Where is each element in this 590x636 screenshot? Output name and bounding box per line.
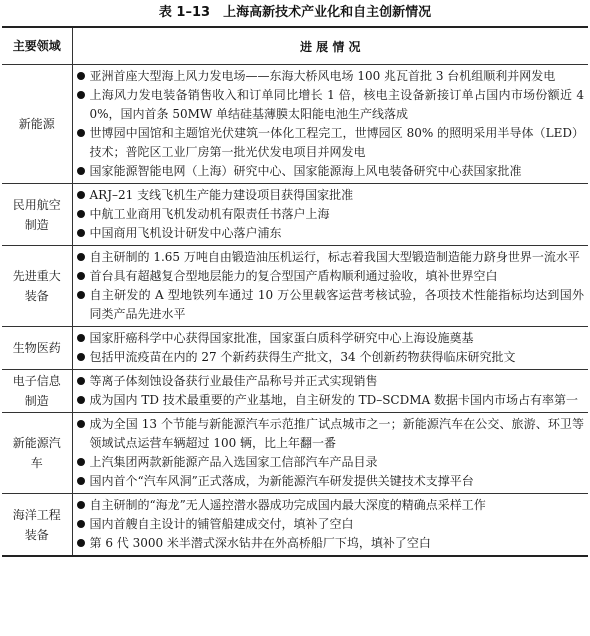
item-text: 中航工业商用飞机发动机有限责任书落户上海 (89, 207, 330, 221)
list-item (77, 329, 585, 348)
progress-list (77, 67, 585, 181)
bullet-icon (77, 520, 85, 528)
table-row (2, 184, 588, 246)
progress-list (77, 329, 585, 367)
list-item (77, 453, 585, 472)
bullet-icon (77, 191, 85, 199)
item-text: 第 6 代 3000 米半潜式深水钻井在外高桥船厂下坞，填补了空白 (89, 536, 431, 550)
header-progress: 进 展 情 况 (72, 27, 588, 65)
progress-list (77, 372, 585, 410)
table-body (2, 65, 588, 557)
progress-list (77, 415, 585, 491)
table-row (2, 494, 588, 557)
domain-cell: 民用航空制造 (2, 184, 72, 246)
progress-cell (72, 327, 588, 370)
list-item (77, 224, 585, 243)
domain-cell: 生物医药 (2, 327, 72, 370)
item-text: 包括甲流疫苗在内的 27 个新药获得生产批文，34 个创新药物获得临床研究批文 (89, 350, 516, 364)
item-text: 成为国内 TD 技术最重要的产业基地，自主研发的 TD–SCDMA 数据卡国内市场占有率第一 (89, 393, 578, 407)
bullet-icon (77, 334, 85, 342)
item-text: 首台具有超越复合型地层能力的复合型国产盾构顺利通过验收，填补世界空白 (89, 269, 498, 283)
bullet-icon (77, 458, 85, 466)
item-text: 上汽集团两款新能源产品入选国家工信部汽车产品目录 (89, 455, 378, 469)
bullet-icon (77, 167, 85, 175)
bullet-icon (77, 353, 85, 361)
item-text: 成为全国 13 个节能与新能源汽车示范推广试点城市之一；新能源汽车在公交、旅游、环卫等领域试点运营车辆超过 100 辆，比上年翻一番 (89, 417, 584, 450)
list-item (77, 267, 585, 286)
table-row (2, 246, 588, 327)
header-domain: 主要领域 (2, 27, 72, 65)
progress-cell (72, 246, 588, 327)
domain-cell: 海洋工程装备 (2, 494, 72, 557)
progress-list (77, 496, 585, 553)
list-item (77, 391, 585, 410)
list-item (77, 472, 585, 491)
domain-cell: 电子信息制造 (2, 370, 72, 413)
domain-cell: 新能源汽车 (2, 413, 72, 494)
bullet-icon (77, 539, 85, 547)
list-item (77, 86, 585, 124)
item-text: 等离子体刻蚀设备获行业最佳产品称号并正式实现销售 (89, 374, 378, 388)
list-item (77, 186, 585, 205)
item-text: ARJ–21 支线飞机生产能力建设项目获得国家批准 (89, 188, 354, 202)
item-text: 国家肝癌科学中心获得国家批准，国家蛋白质科学研究中心上海设施奠基 (89, 331, 474, 345)
bullet-icon (77, 477, 85, 485)
progress-cell (72, 494, 588, 557)
list-item (77, 534, 585, 553)
bullet-icon (77, 291, 85, 299)
bullet-icon (77, 91, 85, 99)
bullet-icon (77, 501, 85, 509)
table-row (2, 327, 588, 370)
table-row (2, 65, 588, 184)
list-item (77, 348, 585, 367)
bullet-icon (77, 377, 85, 385)
bullet-icon (77, 210, 85, 218)
table-title: 表 1–13 上海高新技术产业化和自主创新情况 (158, 5, 432, 20)
item-text: 自主研制的“海龙”无人遥控潜水器成功完成国内最大深度的精确点采样工作 (89, 498, 486, 512)
list-item (77, 124, 585, 162)
progress-cell (72, 65, 588, 184)
table-row (2, 370, 588, 413)
bullet-icon (77, 229, 85, 237)
list-item (77, 372, 585, 391)
item-text: 自主研发的 A 型地铁列车通过 10 万公里载客运营考核试验，各项技术性能指标均达到国外同类产品先进水平 (89, 288, 584, 321)
item-text: 亚洲首座大型海上风力发电场——东海大桥风电场 100 兆瓦首批 3 台机组顺利并网发电 (89, 69, 556, 83)
bullet-icon (77, 420, 85, 428)
list-item (77, 496, 585, 515)
list-item (77, 67, 585, 86)
item-text: 自主研制的 1.65 万吨自由锻造油压机运行，标志着我国大型锻造制造能力跻身世界一流水平 (89, 250, 580, 264)
bullet-icon (77, 253, 85, 261)
bullet-icon (77, 72, 85, 80)
progress-cell (72, 413, 588, 494)
bullet-icon (77, 396, 85, 404)
list-item (77, 162, 585, 181)
table-row (2, 413, 588, 494)
bullet-icon (77, 272, 85, 280)
item-text: 上海风力发电装备销售收入和订单同比增长 1 倍，核电主设备新接订单占国内市场份额近 40%，国内首条 50MW 单结硅基薄膜太阳能电池生产线落成 (89, 88, 584, 121)
domain-cell: 新能源 (2, 65, 72, 184)
progress-list (77, 186, 585, 243)
bullet-icon (77, 129, 85, 137)
progress-table (2, 26, 588, 557)
progress-cell (72, 184, 588, 246)
item-text: 国家能源智能电网（上海）研究中心、国家能源海上风电装备研究中心获国家批准 (89, 164, 522, 178)
list-item (77, 248, 585, 267)
list-item (77, 205, 585, 224)
item-text: 中国商用飞机设计研发中心落户浦东 (89, 226, 282, 240)
item-text: 国内首艘自主设计的铺管船建成交付，填补了空白 (89, 517, 354, 531)
list-item (77, 515, 585, 534)
domain-cell: 先进重大装备 (2, 246, 72, 327)
item-text: 国内首个“汽车风洞”正式落成，为新能源汽车研发提供关键技术支撑平台 (89, 474, 474, 488)
list-item (77, 415, 585, 453)
progress-list (77, 248, 585, 324)
item-text: 世博园中国馆和主题馆光伏建筑一体化工程完工，世博园区 80% 的照明采用半导体（LED）技术；普陀区工业厂房第一批光伏发电项目并网发电 (89, 126, 584, 159)
header-row (2, 27, 588, 65)
list-item (77, 286, 585, 324)
progress-cell (72, 370, 588, 413)
